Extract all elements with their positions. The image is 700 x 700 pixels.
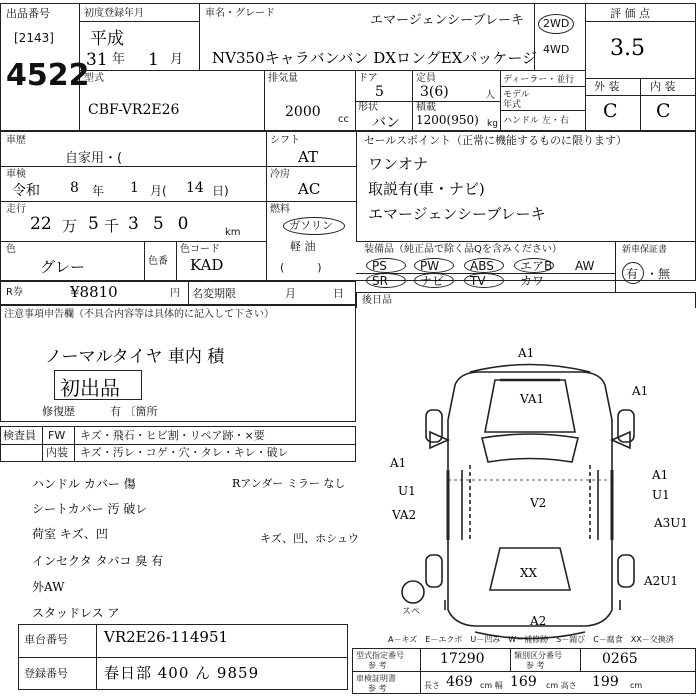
legend: A－キズ E－エクボ U－凹み W－補修跡 S－錆び C－腐食 XX－交換済 [388, 635, 674, 644]
mileage-unit: km [225, 227, 241, 238]
inspection-day: 14 [186, 180, 204, 196]
class-number-label: 類別区分番号 [514, 651, 562, 660]
mileage-man: 22 [30, 214, 52, 234]
rating-interior: C [656, 100, 671, 122]
registration-label: 初度登録年月 [84, 8, 144, 19]
expiry-label: 名変期限 [192, 287, 236, 300]
color-code-label: 色コード [180, 244, 220, 255]
inspector-label: 検査員 [3, 429, 36, 442]
inspector-fw-items: キズ・飛石・ヒビ割・リペア跡・×要 [80, 429, 265, 442]
model-number-value: 17290 [440, 651, 485, 667]
remark-5: 外AW [32, 580, 65, 594]
height-unit: cm 高さ [546, 681, 577, 690]
lot-sub-number: [2143] [14, 31, 54, 45]
chassis-value: VR2E26-114951 [104, 628, 229, 646]
drive-2wd: 2WD [543, 17, 570, 30]
inspector-fw: FW [48, 429, 66, 442]
color-number-label: 色番 [148, 256, 168, 267]
shift-value: AT [298, 148, 319, 166]
lot-number: 4522 [6, 58, 90, 93]
model-name-note: エマージェンシーブレーキ [370, 13, 524, 28]
displacement-label: 排気量 [268, 73, 298, 84]
remark-right-2: キズ、凹、ホシュウ [260, 532, 359, 545]
warranty-label: 新車保証書 [622, 245, 668, 255]
notes-line1: ノーマルタイヤ 車内 積 [45, 347, 225, 367]
diagram-spare: スペ [402, 607, 421, 617]
registration-year-unit: 年 [112, 52, 126, 67]
damage-mark: A1 [632, 384, 649, 398]
repair-label: 修復歴 [42, 405, 75, 418]
model-name-label: 車名・グレード [205, 8, 275, 19]
remark-right-1: Rアンダー ミラー なし [232, 477, 346, 490]
body-type-value: バン [372, 115, 400, 131]
history-label: 車歴 [6, 135, 26, 146]
drive-4wd: 4WD [543, 43, 570, 56]
damage-mark: VA2 [392, 508, 417, 522]
capacity-unit: 人 [485, 90, 495, 101]
rating-interior-label: 内 装 [650, 80, 676, 93]
remark-4: インセクタ タバコ 臭 有 [32, 554, 164, 568]
sales-point-line1: ワンオナ [368, 155, 429, 173]
cooler-label: 冷房 [270, 169, 290, 180]
load-label: 積載 [416, 102, 436, 113]
sales-point-line3: エマージェンシーブレーキ [368, 205, 546, 223]
equipment-item: AW [575, 259, 595, 273]
color-code: KAD [190, 256, 224, 274]
rating-exterior: C [603, 100, 618, 122]
mileage-sen-unit: 千 [104, 217, 120, 235]
damage-mark: V2 [530, 496, 547, 510]
damage-mark: XX [520, 566, 538, 580]
damage-mark: VA1 [520, 392, 545, 406]
inspection-era: 令和 [12, 183, 40, 199]
registration-month-unit: 月 [170, 52, 184, 67]
chassis-label: 車台番号 [24, 633, 68, 646]
divider [510, 648, 511, 671]
notes-label: 注意事項申告欄（不具合内容等は具体的に記入して下さい） [4, 309, 274, 320]
damage-mark: A2 [530, 614, 547, 628]
damage-mark: U1 [398, 484, 416, 498]
class-number-value: 0265 [602, 651, 638, 667]
inspection-year: 8 [70, 180, 79, 196]
inspection-day-unit: 日) [212, 184, 229, 198]
size-label: 車検証明書 [356, 674, 396, 683]
model-year-label: モデル年式 [503, 90, 530, 110]
damage-mark: A2U1 [644, 574, 679, 588]
handle-label: ハンドル 左・右 [503, 116, 569, 126]
equipment-item: PW [420, 259, 440, 273]
fuel-label: 燃料 [270, 204, 290, 215]
repair-value: 有 〔箇所 [110, 405, 158, 418]
damage-mark: A1 [390, 456, 407, 470]
model-name-value: NV350キャラバンバン DXロングEXパッケージ [212, 49, 538, 67]
inspection-month: 1 [130, 180, 139, 196]
lot-label: 出品番号 [6, 7, 50, 20]
rating-score: 3.5 [610, 36, 645, 61]
displacement-unit: cc [338, 114, 349, 125]
mileage-man-unit: 万 [62, 217, 78, 235]
damage-mark: U1 [652, 488, 670, 502]
remark-2: シートカバー 汚 破レ [32, 502, 148, 516]
equipment-item: PS [372, 259, 387, 273]
sales-point-line2: 取説有(車・ナビ) [368, 180, 485, 198]
mileage-sen: 5 [88, 214, 99, 234]
rating-exterior-label: 外 装 [594, 80, 620, 93]
registration-era: 平成 [90, 29, 124, 49]
equipment-item: SR [372, 274, 388, 288]
damage-mark: A1 [652, 468, 669, 482]
class-number-sub: 参 考 [526, 661, 545, 670]
size-sub: 参 考 [368, 684, 387, 693]
remark-1: ハンドル カバー 傷 [32, 477, 136, 491]
dealer-label: ディーラー・並行 [503, 75, 575, 85]
model-code-label: 型式 [84, 73, 104, 84]
expiry-month-unit: 月 [285, 287, 296, 300]
mileage-rest: 350 [128, 214, 203, 234]
divider [352, 671, 696, 672]
inspection-year-unit: 年 [92, 184, 105, 198]
next-day-label: 後日品 [362, 295, 392, 306]
width-value: 169 [510, 674, 537, 690]
divider [96, 624, 97, 690]
cooler-value: AC [298, 180, 321, 198]
divider [420, 648, 421, 694]
divider [580, 648, 581, 671]
displacement-value: 2000 [285, 104, 321, 120]
equipment-label: 装備品（純正品で除く品Qを含みください） [364, 244, 562, 255]
height-end-unit: cm [630, 681, 643, 690]
color-value: グレー [40, 258, 86, 276]
notes-stamp: 初出品 [60, 376, 120, 400]
load-unit: kg [487, 119, 498, 129]
warranty-yes: 有 [626, 267, 639, 281]
warranty-no: ・無 [646, 267, 671, 281]
equipment-item: カワ [520, 274, 545, 288]
divider [18, 657, 348, 658]
width-unit: cm 幅 [480, 681, 503, 690]
height-value: 199 [592, 674, 619, 690]
equipment-item: TV [470, 274, 486, 288]
doors-label: ドア [358, 73, 378, 84]
model-number-sub: 参 考 [368, 661, 387, 670]
capacity-value: 3(6) [420, 84, 449, 100]
history-value: 自家用・( [65, 151, 123, 166]
inspection-label: 車検 [6, 169, 26, 180]
remark-3: 荷室 キズ、凹 [32, 527, 108, 541]
remark-6: スタッドレス ア [32, 606, 120, 620]
fuel-diesel: 軽 油 [290, 240, 316, 253]
inspector-interior: 内装 [46, 446, 68, 459]
registration-year: 31 [86, 50, 108, 70]
model-code-value: CBF-VR2E26 [88, 102, 180, 118]
fuel-gasoline: ガソリン [289, 219, 333, 232]
equipment-item: ABS [470, 259, 494, 273]
color-label: 色 [6, 244, 16, 255]
plate-value: 春日部 400 ん 9859 [104, 664, 260, 682]
model-number-label: 型式指定番号 [356, 651, 404, 660]
rating-label: 評 価 点 [610, 7, 650, 20]
mileage-label: 走行 [6, 204, 26, 215]
load-value: 1200(950) [416, 113, 479, 127]
length-value: 469 [446, 674, 473, 690]
equipment-item: ナビ [420, 274, 445, 288]
recycle-value: ¥8810 [70, 283, 118, 301]
recycle-label: R券 [6, 287, 23, 298]
body-type-label: 形状 [358, 102, 378, 113]
fuel-paren: ( ) [280, 261, 322, 274]
plate-label: 登録番号 [24, 667, 68, 680]
shift-label: シフト [270, 135, 300, 146]
damage-mark: A3U1 [654, 516, 689, 530]
capacity-label: 定員 [416, 73, 436, 84]
doors-value: 5 [375, 84, 384, 100]
sales-point-label: セールスポイント（正常に機能するものに限ります） [364, 134, 628, 147]
inspection-month-unit: 月( [150, 184, 167, 198]
registration-month: 1 [148, 50, 159, 70]
equipment-item: エアB [520, 259, 553, 273]
inspector-interior-items: キズ・汚レ・コゲ・穴・タレ・キレ・破レ [80, 446, 289, 459]
expiry-day-unit: 日 [333, 287, 344, 300]
damage-mark: A1 [518, 346, 535, 360]
recycle-unit: 円 [170, 288, 180, 299]
length-unit: 長さ [424, 681, 440, 690]
